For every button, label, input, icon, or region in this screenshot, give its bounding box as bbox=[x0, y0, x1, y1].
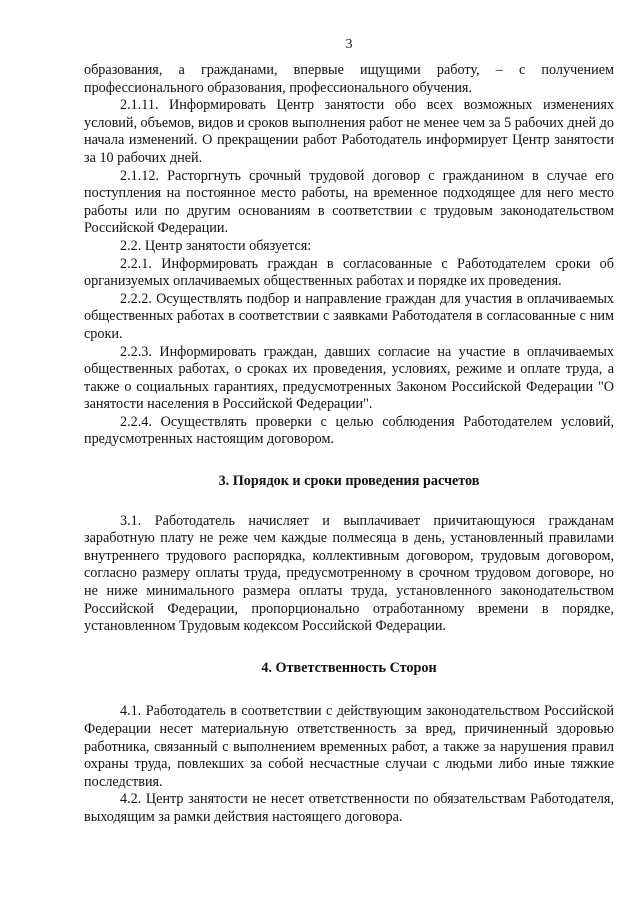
paragraph-2-1-11: 2.1.11. Информировать Центр занятости обо всех возможных изменениях условий, объемов, видов и сроков выполнения работ не менее чем за 5 рабочих дней до начала изменений. О прекращении работ Работодатель информирует Центр занятости за 10 рабочих дней. bbox=[84, 97, 614, 166]
paragraph-2-2-3: 2.2.3. Информировать граждан, давших согласие на участие в оплачиваемых общественных работах, о сроках их проведения, условиях, режиме и оплате труда, а также о социальных гарантиях, предусмотренных Законом Российской Федерации "О занятости населения в Российской Федерации". bbox=[84, 343, 614, 413]
paragraph-2-1-12: 2.1.12. Расторгнуть срочный трудовой договор с гражданином в случае его поступления на постоянное место работы, на временное подходящее для него место работы или по другим основаниям в соответствии с трудовым законодательством Российской Федерации. bbox=[84, 167, 614, 237]
paragraph-2-2-1: 2.2.1. Информировать граждан в согласованные с Работодателем сроки об организуемых оплачиваемых общественных работах и порядке их проведения. bbox=[84, 255, 614, 290]
paragraph-2-2-2: 2.2.2. Осуществлять подбор и направление граждан для участия в оплачиваемых общественных работах в соответствии с заявками Работодателя в согласованные с ним сроки. bbox=[84, 290, 614, 342]
paragraph-4-2: 4.2. Центр занятости не несет ответственности по обязательствам Работодателя, выходящим за рамки действия настоящего договора. bbox=[84, 791, 614, 825]
section-3-heading: 3. Порядок и сроки проведения расчетов bbox=[218, 473, 480, 490]
paragraph-2-2-4: 2.2.4. Осуществлять проверки с целью соблюдения Работодателем условий, предусмотренных настоящим договором. bbox=[84, 413, 614, 448]
paragraph-4-1: 4.1. Работодатель в соответствии с действующим законодательством Российской Федерации несет материальную ответственность за вред, причиненный здоровью работника, связанный с выполнением временных работ, а также за нарушения правил охраны труда, повлекших за собой несчастные случаи с людьми либо иные тяжкие последствия. bbox=[84, 703, 614, 790]
paragraph-2-2: 2.2. Центр занятости обязуется: bbox=[120, 237, 312, 254]
paragraph-3-1: 3.1. Работодатель начисляет и выплачивает причитающуюся гражданам заработную плату не реже чем каждые полмесяца в день, установленный правилами внутреннего трудового распорядка, коллективным договором, трудовым договором, согласно размеру оплаты труда, предусмотренному в срочном трудовом договоре, но не ниже минимального размера оплаты труда, установленного законодательством Российской Федерации, пропорционально отработанному времени в порядке, установленном Трудовым кодексом Российской Федерации. bbox=[84, 512, 614, 635]
paragraph-continuation: образования, а гражданами, впервые ищущими работу, – с получением профессионального образования, профессионального обучения. bbox=[84, 62, 614, 96]
section-4-heading: 4. Ответственность Сторон bbox=[261, 659, 437, 676]
page-number: 3 bbox=[345, 37, 353, 52]
